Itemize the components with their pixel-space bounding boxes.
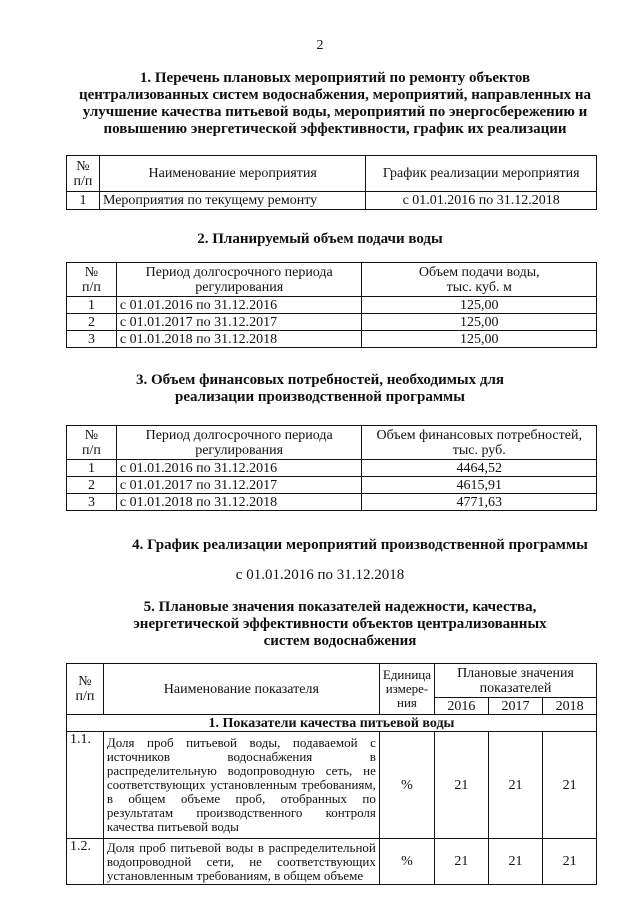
header-measure-name: Наименование мероприятия (99, 156, 365, 192)
section2-table (66, 262, 597, 348)
table-header-row: № п/п Период долгосрочного периода регулирования Объем финансовых потребностей, тыс. руб. (67, 426, 597, 460)
table-row: 1.1. Доля проб питьевой воды, подаваемой с источников водоснабжения в распределительную водопроводную сеть, не соответствующих установленным требованиям, в общем объеме проб, отобранных по результатам производственного контроля качества питьевой воды % 21 21 21 (67, 732, 597, 839)
page-number: 2 (316, 38, 324, 53)
table-row: 2 с 01.01.2017 по 31.12.2017 125,00 (67, 314, 597, 331)
group-row: 1. Показатели качества питьевой воды (67, 715, 597, 732)
table-header-row: № п/п Период долгосрочного периода регулирования Объем подачи воды, тыс. куб. м (67, 263, 597, 297)
table-row: 3 с 01.01.2018 по 31.12.2018 125,00 (67, 331, 597, 348)
table-header-row: № п/п Наименование показателя Единица измере- ния Плановые значения показателей (67, 664, 597, 698)
table-row: 2 с 01.01.2017 по 31.12.2017 4615,91 (67, 477, 597, 494)
table-header-years: 2016 2017 2018 (67, 698, 597, 715)
table-row: 1 Мероприятия по текущему ремонту с 01.01.2016 по 31.12.2018 (67, 192, 597, 210)
table-row: 1 с 01.01.2016 по 31.12.2016 4464,52 (67, 460, 597, 477)
header-number: № п/п (67, 156, 100, 192)
section5-table (66, 663, 597, 885)
table-row: 3 с 01.01.2018 по 31.12.2018 4771,63 (67, 494, 597, 511)
table-row: 1.2. Доля проб питьевой воды в распределительной водопроводной сети, не соответствующих установленным требованиям, в общем объеме % 21 21 21 (67, 839, 597, 885)
section3-table (66, 425, 597, 511)
table-header-row (67, 156, 597, 192)
section1-table (66, 155, 597, 210)
section5-title: 5. Плановые значения показателей надежности, качества, энергетической эффективности объектов централизованных систем водоснабжения (133, 599, 547, 649)
header-schedule: График реализации мероприятия (366, 156, 597, 192)
table-row: 1 с 01.01.2016 по 31.12.2016 125,00 (67, 297, 597, 314)
section4-title: 4. График реализации мероприятий производственной программы (132, 537, 588, 553)
section3-title: 3. Объем финансовых потребностей, необходимых для реализации производственной программы (135, 372, 505, 405)
section1-title: 1. Перечень плановых мероприятий по ремонту объектов централизованных систем водоснабжения, мероприятий, направленных на улучшение качества питьевой воды, мероприятий по энергосбережению и повышению энергетической эффективности, график их реализации (78, 70, 592, 137)
section2-title: 2. Планируемый объем подачи воды (197, 231, 443, 247)
section4-period: с 01.01.2016 по 31.12.2018 (235, 567, 405, 583)
